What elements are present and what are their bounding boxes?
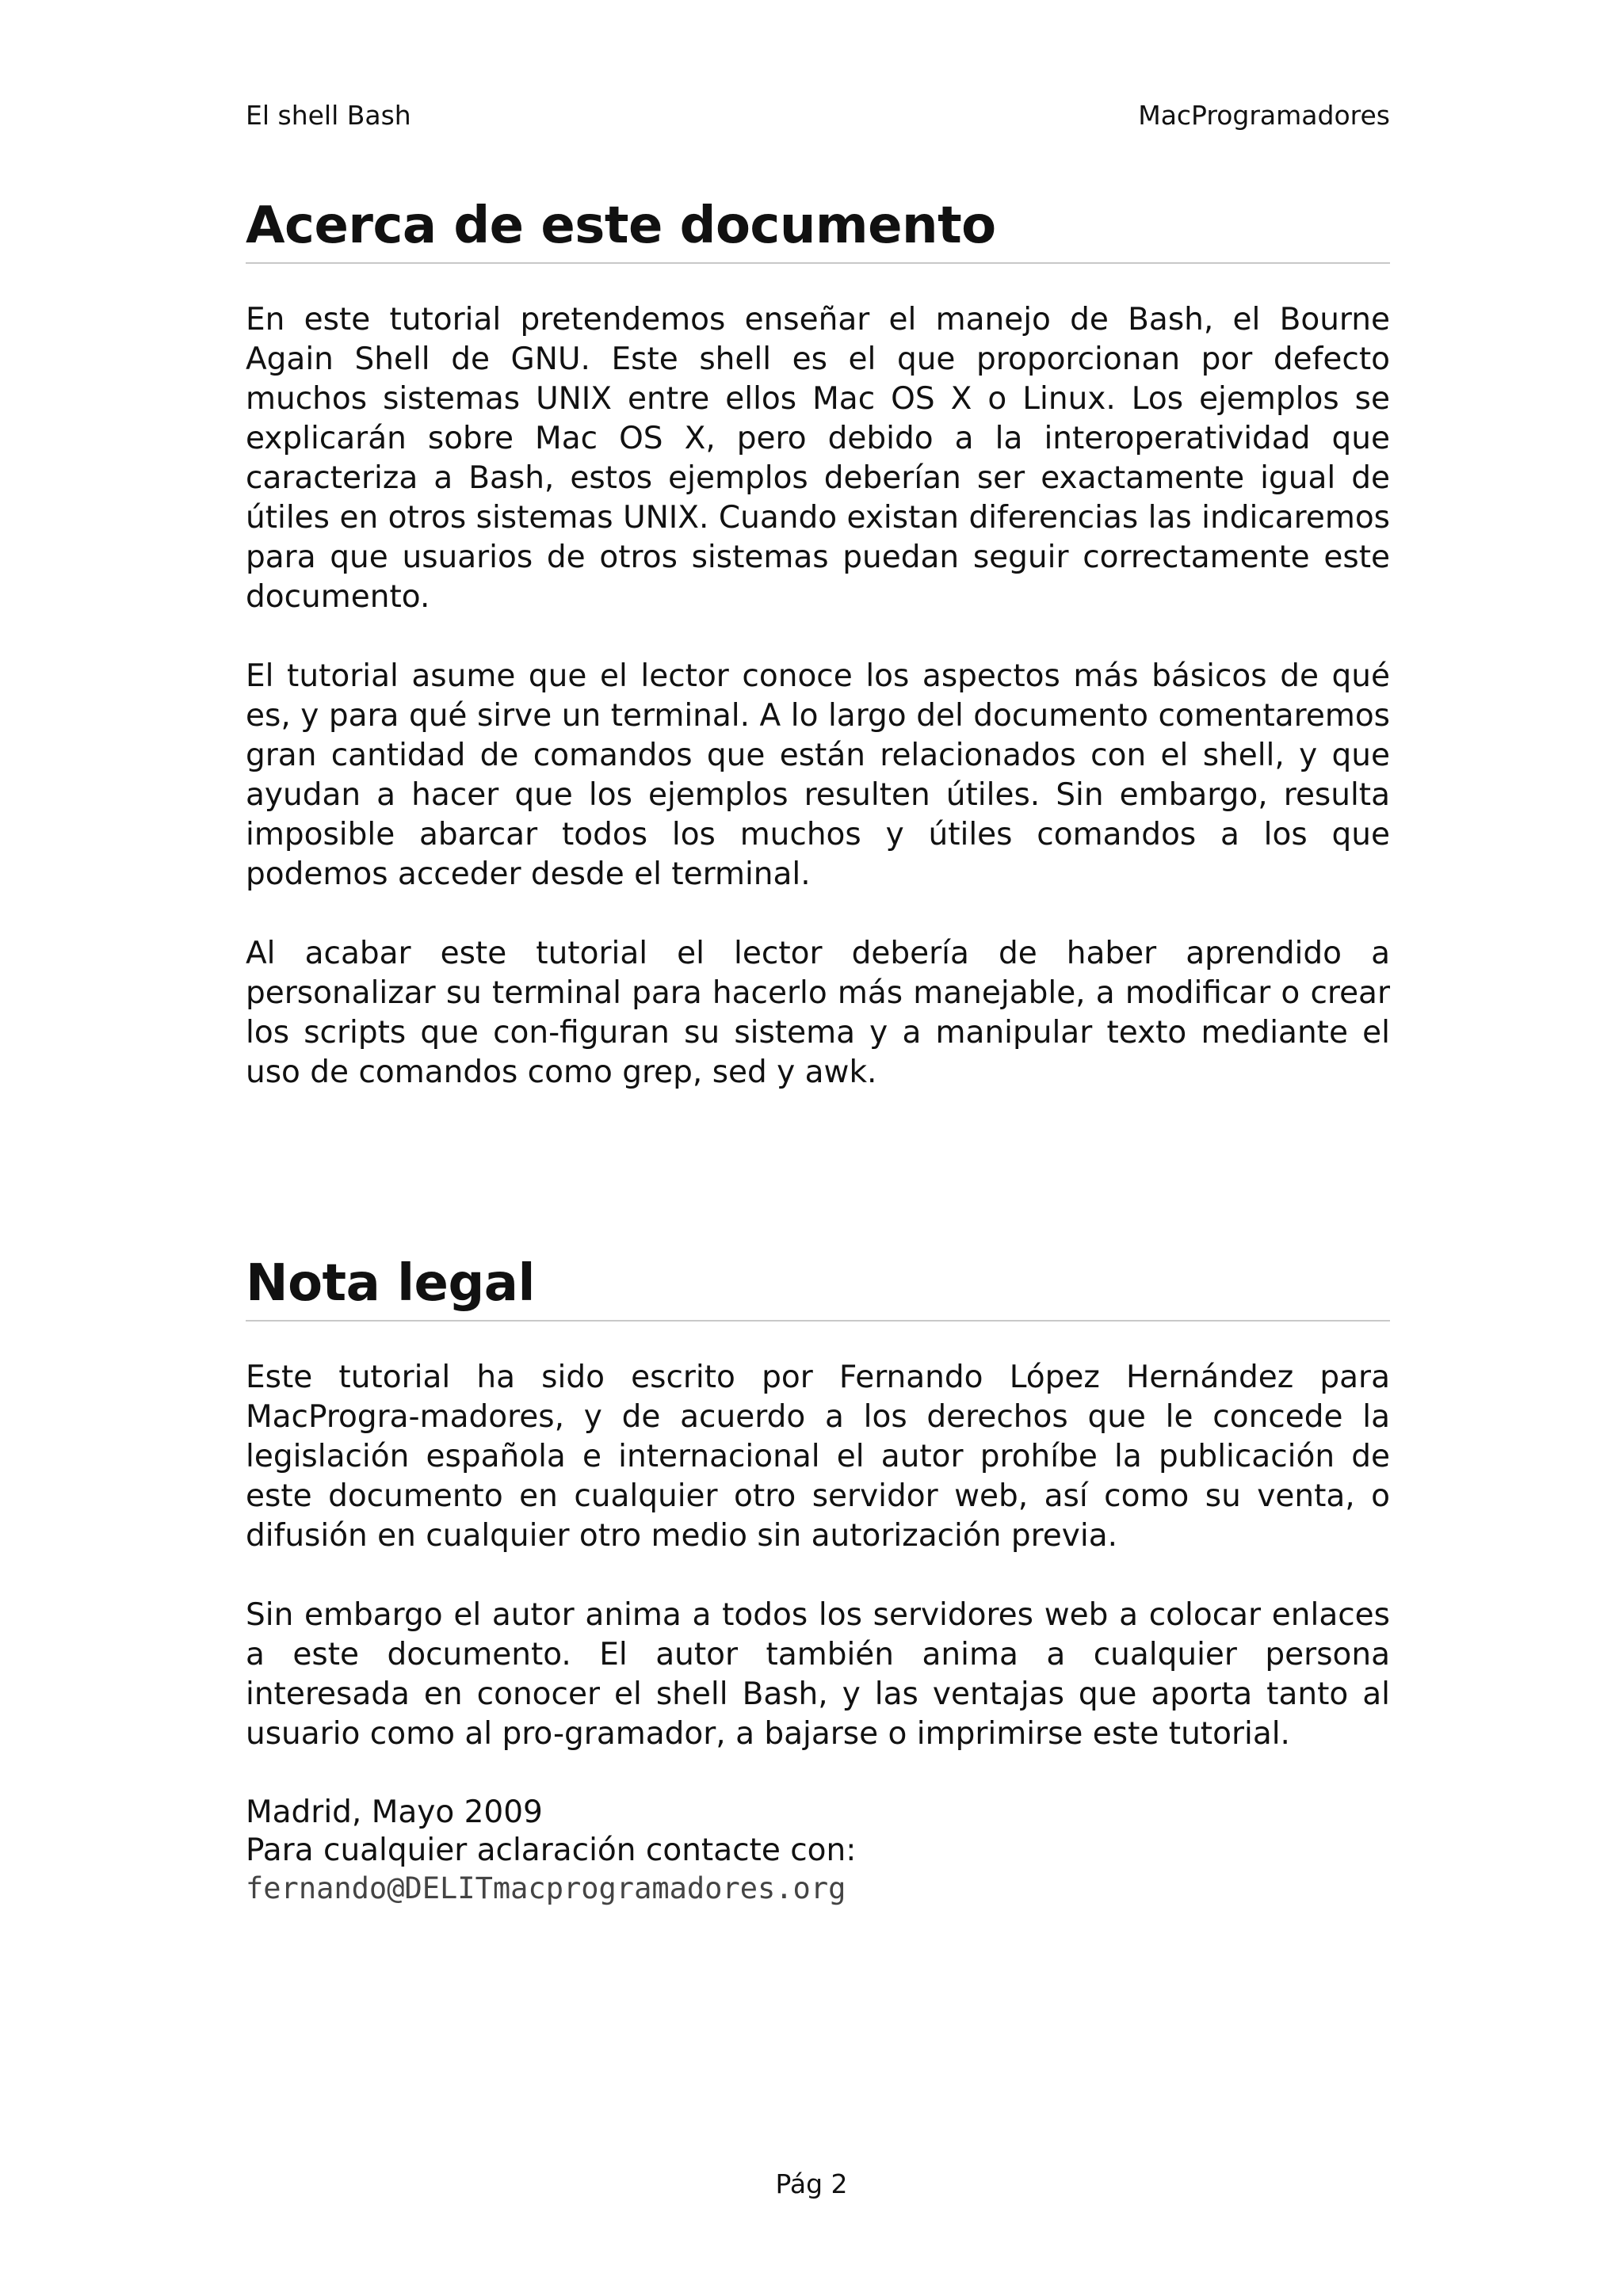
contact-email[interactable]: fernando@DELITmacprogramadores.org [246,1871,846,1905]
page-header [246,98,1390,133]
legal-paragraph-2: Sin embargo el autor anima a todos los servidores web a colocar enlaces a este documento. El autor también anima a cualquier persona interesada en conocer el shell Bash, y las ventajas que aporta tanto al usuario como al pro-gramador, a bajarse o imprimirse este tutorial. [246,1597,1390,1752]
place-date: Madrid, Mayo 2009 [246,1794,543,1830]
about-section [246,194,1390,1093]
contact-label: Para cualquier aclaración contacte con: [246,1833,857,1868]
signoff-block [246,1794,1390,1908]
legal-paragraph-1: Este tutorial ha sido escrito por Fernando López Hernández para MacProgra-madores, y de acuerdo a los derechos que le concede la legislación española e internacional el autor prohíbe la publicación de este documento en cualquier otro servidor web, así como su venta, o difusión en cualquier otro medio sin autorización previa. [246,1360,1390,1554]
about-paragraph-2: El tutorial asume que el lector conoce los aspectos más básicos de qué es, y para qué sirve un terminal. A lo largo del documento comentaremos gran cantidad de comandos que están relacionados con el shell, y que ayudan a hacer que los ejemplos resulten útiles. Sin embargo, resulta imposible abarcar todos los muchos y útiles comandos a los que podemos acceder desde el terminal. [246,658,1390,892]
legal-heading: Nota legal [246,1252,1390,1322]
header-document-title: El shell Bash [246,100,411,131]
header-site-name: MacProgramadores [1138,100,1390,131]
about-paragraph-3: Al acabar este tutorial el lector debería de haber aprendido a personalizar su terminal para hacerlo más manejable, a modificar o crear los scripts que con-figuran su sistema y a manipular texto mediante el uso de comandos como grep, sed y awk. [246,936,1390,1090]
about-paragraph-1: En este tutorial pretendemos enseñar el manejo de Bash, el Bourne Again Shell de GNU. Este shell es el que proporcionan por defecto muchos sistemas UNIX entre ellos Mac OS X o Linux. Los ejemplos se explicarán sobre Mac OS X, pero debido a la interoperatividad que caracteriza a Bash, estos ejemplos deberían ser exactamente igual de útiles en otros sistemas UNIX. Cuando existan diferencias las indicaremos para que usuarios de otros sistemas puedan seguir correctamente este documento. [246,302,1390,615]
about-heading: Acerca de este documento [246,194,1390,264]
legal-section [246,1252,1390,1908]
page-number: Pág 2 [775,2168,848,2199]
